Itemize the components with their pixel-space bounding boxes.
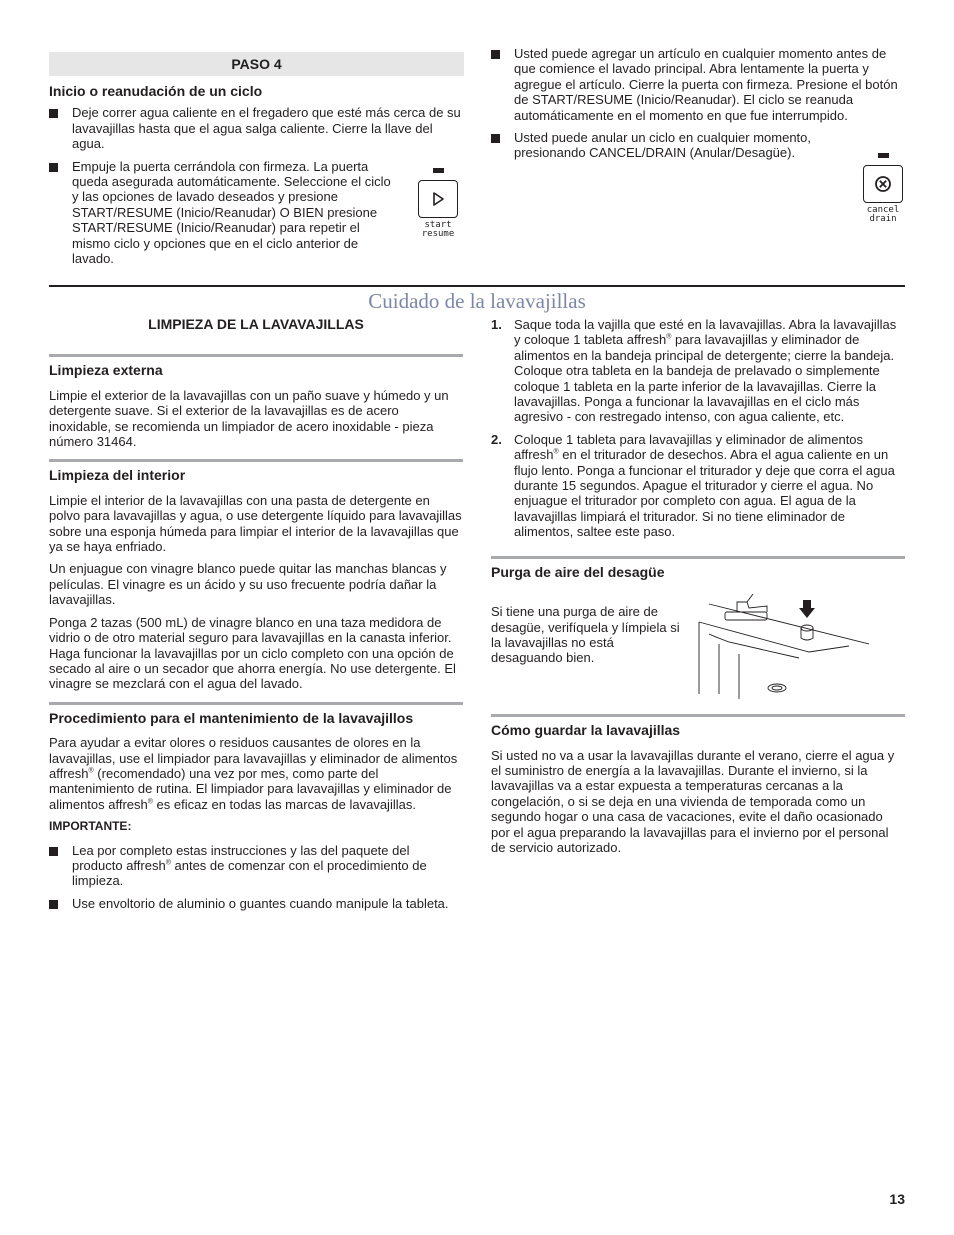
cancel-icon xyxy=(863,165,903,203)
maintenance-paragraph: Para ayudar a evitar olores o residuos causantes de olores en la lavavajillas, use el limpiador para lavavajillas y eliminador de alimentos affresh® (recomendado) una vez por mes, como parte del mantenimiento de rutina. El limpiador para lavavajillas y eliminador de alimentos affresh® es eficaz en todas las marcas de lavavajillas. xyxy=(49,735,458,812)
maintenance-section xyxy=(49,702,463,911)
step-1: 1. Saque toda la vajilla que esté en la lavavajillas. Abra la lavavajillas y coloque 1 tableta affresh® para lavavajillas y eliminador de alimentos en la bandeja principal de detergente; cierre la bandeja. Coloque otra tableta en la bandeja de prelavado o simplemente coloque 1 tableta en la parte inferior de la lavavajillas. Cierre la lavavajillas. Ponga a funcionar la lavavajillas en el ciclo más agresivo - con restregado intenso, con agua caliente, etc. xyxy=(491,317,897,425)
important-bullet-2: Use envoltorio de aluminio o guantes cuando manipule la tableta. xyxy=(49,896,463,911)
step-2: 2. Coloque 1 tableta para lavavajillas y eliminador de alimentos affresh® en el triturador de desechos. Abra el agua caliente en un flujo lento. Ponga a funcionar el triturador y deje que corra el agua durante 15 segundos. Apague el triturador y cierre el agua. No enjuague el triturador por completo con agua. El agua de la lavavajillas limpiará el triturador. Si no tiene eliminador de alimentos, saltee este paso. xyxy=(491,431,895,540)
storage-section xyxy=(491,714,905,855)
start-label: start xyxy=(424,220,452,230)
step-bullet-1: Deje correr agua caliente en el fregadero que esté más cerca de su lavavajillas hasta que el agua salga caliente. Cierre la llave del agua. xyxy=(49,105,464,151)
step-heading: Inicio o reanudación de un ciclo xyxy=(49,83,263,99)
storage-text: Si usted no va a usar la lavavajillas durante el verano, cierre el agua y el suministro de energía a la lavavajillas. Durante el invierno, si la lavavajillas va a estar expuesta a temperaturas cercanas a la congelación, o si se deja en una vivienda de temporada como un segundo hogar o una casa de vacaciones, evite el daño ocasionado por el agua preparando la lavavajillas para el invierno por el personal de servicio autorizado. xyxy=(491,747,895,855)
storage-heading: Cómo guardar la lavavajillas xyxy=(491,722,681,739)
interior-paragraph-3: Ponga 2 tazas (500 mL) de vinagre blanco en una taza medidora de vidrio o de otro material seguro para lavavajillas en la canasta inferior. Haga funcionar la lavavajillas por un ciclo completo con una opción de secado al aire o un secador que ahorra energía. No use detergente. El vinagre se mezclará con el agua del lavado. xyxy=(49,614,456,692)
page-number: 13 xyxy=(889,1191,905,1207)
cancel-label: cancel xyxy=(866,205,900,215)
sink-air-gap-illustration xyxy=(689,594,869,704)
interior-cleaning-section xyxy=(49,459,463,691)
add-item-bullet: Usted puede agregar un artículo en cualquier momento antes de que comience el lavado principal. Abra lentamente la puerta y agregue el artículo. Cierre la puerta con firmeza. Presione el botón de START/RESUME (Inicio/Reanudar). El ciclo se reanuda automáticamente en el momento en que fue interrumpido. xyxy=(491,46,905,123)
important-label: IMPORTANTE: xyxy=(49,819,132,834)
interior-paragraph-1: Limpie el interior de la lavavajillas con una pasta de detergente en polvo para lavavajillas y agua, o use detergente líquido para lavavajillas sobre una esponja húmeda para limpiar el interior de la lavavajillas que ya se haya enfriado. xyxy=(49,492,462,555)
cancel-drain-button-illustration xyxy=(861,153,905,224)
indicator-light xyxy=(433,168,444,173)
interior-paragraph-2: Un enjuague con vinagre blanco puede quitar las manchas blancas y películas. El vinagre es un ácido y su uso frecuente podría dañar la lavavajillas. xyxy=(49,561,447,608)
maintenance-heading: Procedimiento para el mantenimiento de la lavavajillos xyxy=(49,709,414,726)
important-bullet-1: Lea por completo estas instrucciones y las del paquete del producto affresh® antes de comenzar con el procedimiento de limpieza. xyxy=(49,843,463,889)
external-heading: Limpieza externa xyxy=(49,362,163,379)
air-gap-text: Si tiene una purga de aire de desagüe, verifíquela y límpiela si la lavavajillas no está desaguando bien. xyxy=(491,604,680,666)
cancel-cycle-bullet: Usted puede anular un ciclo en cualquier momento, presionando CANCEL/DRAIN (Anular/Desagüe). xyxy=(491,130,841,161)
indicator-light xyxy=(878,153,889,158)
external-text: Limpie el exterior de la lavavajillas con un paño suave y húmedo y un detergente suave. Si el exterior de la lavavajillas es de acero inoxidable, se recomienda un limpiador de acero inoxidable - pieza número 31464. xyxy=(49,387,449,450)
air-gap-row xyxy=(491,594,905,704)
air-gap-section xyxy=(491,556,905,704)
resume-label: resume xyxy=(421,229,455,239)
air-gap-heading: Purga de aire del desagüe xyxy=(491,563,665,580)
step-4-section xyxy=(49,52,464,273)
cleaning-right-column xyxy=(491,317,905,865)
start-resume-button-illustration xyxy=(416,168,460,239)
page-title: Cuidado de la lavavajillas xyxy=(368,289,586,313)
cleaning-heading: LIMPIEZA DE LA LAVAVAJILLAS xyxy=(148,316,364,332)
play-icon xyxy=(418,180,458,218)
step-4-continued xyxy=(491,46,905,168)
interior-heading: Limpieza del interior xyxy=(49,467,186,484)
external-cleaning-section xyxy=(49,354,463,449)
step-bullet-2: Empuje la puerta cerrándola con firmeza. La puerta queda asegurada automáticamente. Seleccione el ciclo y las opciones de lavado deseados y presione START/RESUME (Inicio/Reanudar) O BIEN presione START/RESUME (Inicio/Reanudar) para repetir el mismo ciclo y opciones que en el ciclo anterior de lavado. xyxy=(49,159,394,267)
drain-label: drain xyxy=(869,214,897,224)
cleaning-left-column xyxy=(49,317,463,921)
step-bar: PASO 4 xyxy=(49,52,464,76)
